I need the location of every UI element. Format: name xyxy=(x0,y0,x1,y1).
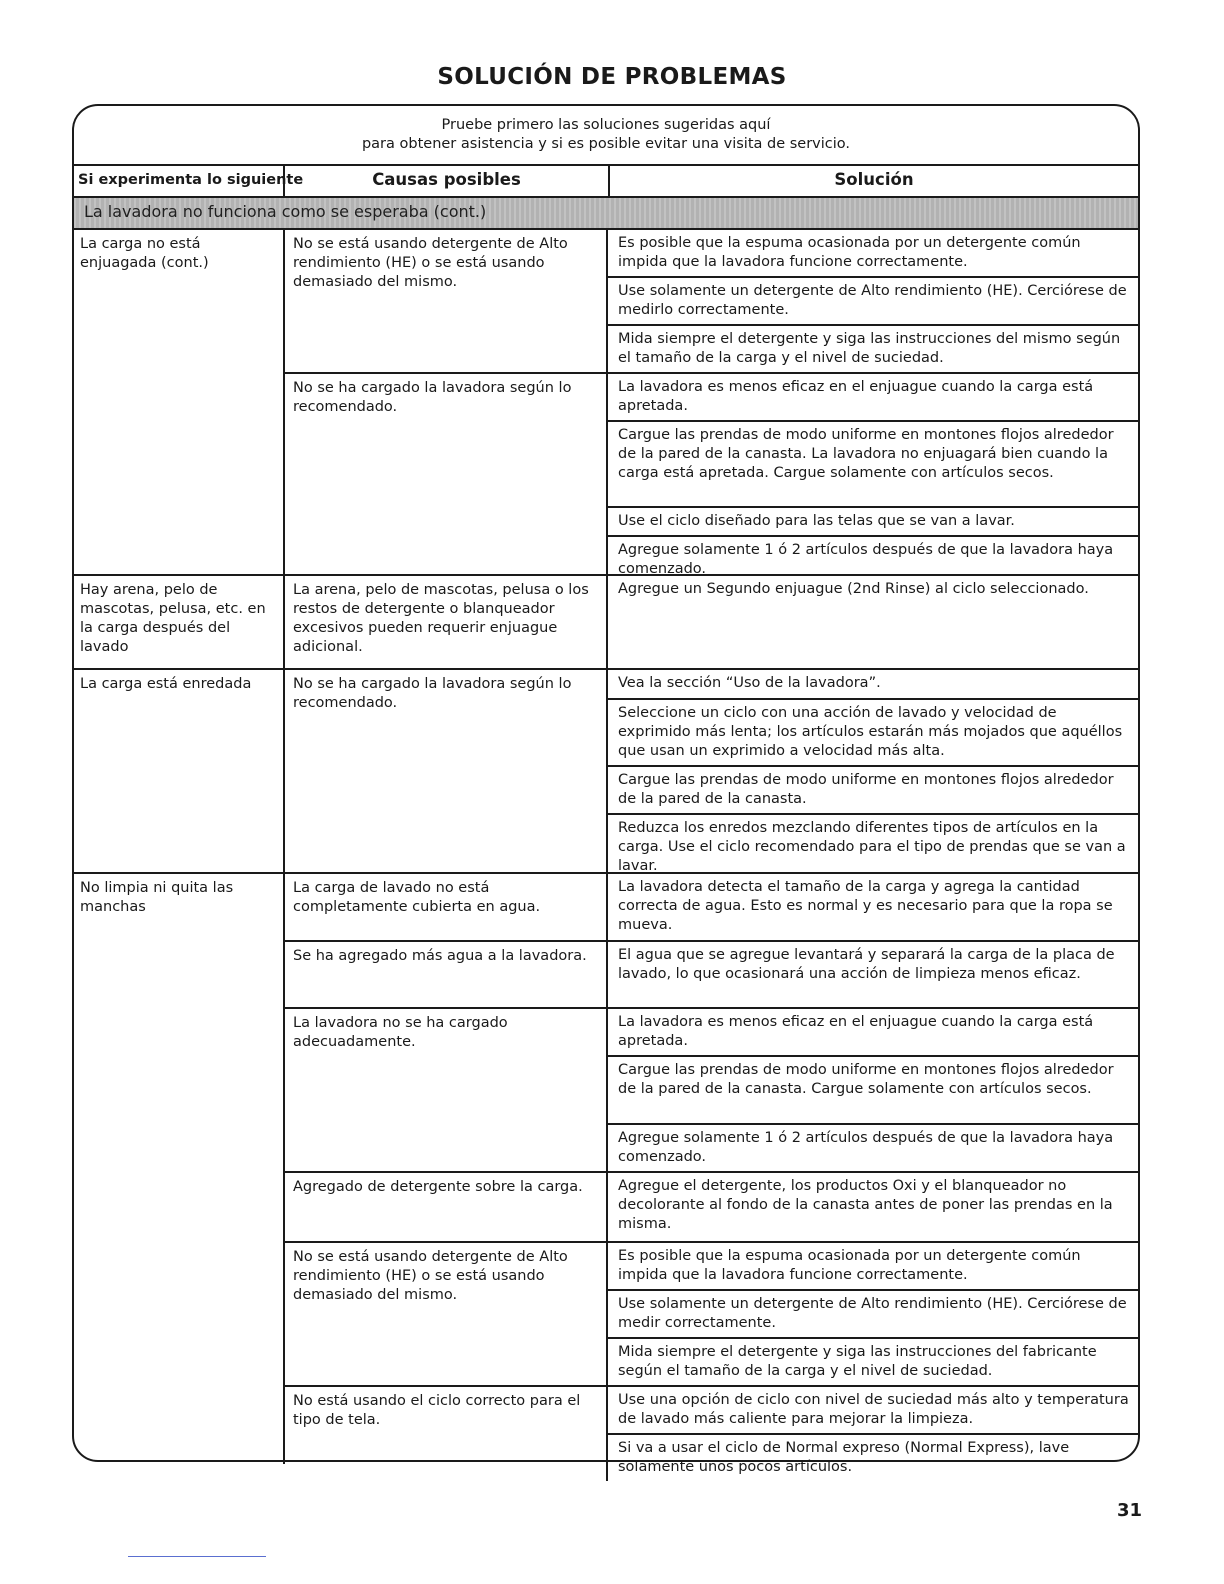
solution-cell: Cargue las prendas de modo uniforme en montones flojos alrededor de la pared de la canasta. xyxy=(608,767,1138,815)
solution-list xyxy=(608,576,1138,668)
solution-list xyxy=(608,874,1138,940)
section-band: La lavadora no funciona como se esperaba (cont.) xyxy=(74,198,1138,230)
cause-row xyxy=(285,1387,1138,1481)
solution-cell: Si va a usar el ciclo de Normal expreso (Normal Express), lave solamente unos pocos artículos. xyxy=(618,1440,1070,1475)
solution-cell: Use una opción de ciclo con nivel de suciedad más alto y temperatura de lavado más caliente para mejorar la limpieza. xyxy=(608,1387,1138,1435)
cause-cell: No se ha cargado la lavadora según lo recomendado. xyxy=(285,374,608,583)
cause-row xyxy=(285,230,1138,374)
symptom-cell: No limpia ni quita las manchas xyxy=(74,874,285,1464)
solution-cell: La lavadora detecta el tamaño de la carga y agrega la cantidad correcta de agua. Esto es normal y es necesario para que la ropa se mueva. xyxy=(618,879,1113,933)
solution-cell: Use solamente un detergente de Alto rendimiento (HE). Cerciórese de medir correctamente. xyxy=(608,1291,1138,1339)
table-row xyxy=(74,874,1138,1475)
solution-cell: Cargue las prendas de modo uniforme en montones flojos alrededor de la pared de la canasta. La lavadora no enjuagará bien cuando la carga está apretada. Cargue solamente con artículos secos. xyxy=(608,422,1138,508)
table-row xyxy=(74,670,1138,874)
header-causes: Causas posibles xyxy=(285,166,610,196)
cause-cell: No se está usando detergente de Alto rendimiento (HE) o se está usando demasiado del mismo. xyxy=(285,1243,608,1385)
table-header xyxy=(74,164,1138,198)
table-row xyxy=(74,576,1138,670)
cause-row xyxy=(285,1173,1138,1243)
cause-row xyxy=(285,670,1138,880)
solution-list xyxy=(608,1243,1138,1385)
cause-row xyxy=(285,874,1138,942)
solution-cell: Mida siempre el detergente y siga las instrucciones del fabricante según el tamaño de la carga y el nivel de suciedad. xyxy=(618,1344,1097,1379)
solution-list xyxy=(608,1009,1138,1171)
intro-text xyxy=(74,106,1138,164)
solution-cell: Mida siempre el detergente y siga las instrucciones del mismo según el tamaño de la carga y el nivel de suciedad. xyxy=(618,331,1121,366)
cause-row xyxy=(285,1009,1138,1173)
cause-row xyxy=(285,374,1138,583)
solution-list xyxy=(608,230,1138,372)
solution-cell: Agregue el detergente, los productos Oxi y el blanqueador no decolorante al fondo de la canasta antes de poner las prendas en la misma. xyxy=(618,1178,1113,1232)
symptom-cell: La carga está enredada xyxy=(74,670,285,872)
solution-list xyxy=(608,1173,1138,1241)
solution-cell: Agregue un Segundo enjuague (2nd Rinse) al ciclo seleccionado. xyxy=(618,581,1089,597)
header-solution: Solución xyxy=(834,170,914,189)
intro-line-2: para obtener asistencia y si es posible evitar una visita de servicio. xyxy=(361,136,851,152)
causes-group xyxy=(285,670,1138,872)
cause-row xyxy=(285,942,1138,1009)
solution-cell: Es posible que la espuma ocasionada por un detergente común impida que la lavadora funcione correctamente. xyxy=(608,230,1138,278)
solution-cell: Cargue las prendas de modo uniforme en montones flojos alrededor de la pared de la canasta. Cargue solamente con artículos secos. xyxy=(608,1057,1138,1125)
causes-group xyxy=(285,576,1138,668)
solution-cell: Use solamente un detergente de Alto rendimiento (HE). Cerciórese de medirlo correctamente. xyxy=(608,278,1138,326)
solution-list xyxy=(608,1387,1138,1481)
solution-cell: Use el ciclo diseñado para las telas que se van a lavar. xyxy=(608,508,1138,537)
cause-cell: No se está usando detergente de Alto rendimiento (HE) o se está usando demasiado del mismo. xyxy=(285,230,608,372)
cause-cell: La carga de lavado no está completamente cubierta en agua. xyxy=(285,874,608,940)
cause-cell: La lavadora no se ha cargado adecuadamente. xyxy=(285,1009,608,1171)
solution-cell: Vea la sección “Uso de la lavadora”. xyxy=(608,670,1138,700)
solution-cell: Es posible que la espuma ocasionada por un detergente común impida que la lavadora funcione correctamente. xyxy=(608,1243,1138,1291)
troubleshooting-table xyxy=(72,104,1140,1475)
solution-cell: El agua que se agregue levantará y separará la carga de la placa de lavado, lo que ocasionará una acción de limpieza menos eficaz. xyxy=(618,947,1115,982)
solution-cell: La lavadora es menos eficaz en el enjuague cuando la carga está apretada. xyxy=(608,1009,1138,1057)
footer-rule xyxy=(128,1556,266,1557)
solution-cell: Seleccione un ciclo con una acción de lavado y velocidad de exprimido más lenta; los artículos estarán más mojados que aquéllos que usan un exprimido a velocidad más alta. xyxy=(608,700,1138,767)
solution-list xyxy=(608,670,1138,880)
symptom-cell: Hay arena, pelo de mascotas, pelusa, etc. en la carga después del lavado xyxy=(74,576,285,668)
cause-cell: No se ha cargado la lavadora según lo recomendado. xyxy=(285,670,608,880)
causes-group xyxy=(285,874,1138,1475)
cause-cell: La arena, pelo de mascotas, pelusa o los restos de detergente o blanqueador excesivos pueden requerir enjuague adicional. xyxy=(285,576,608,668)
intro-line-1: Pruebe primero las soluciones sugeridas aquí xyxy=(441,117,771,133)
causes-group xyxy=(285,230,1138,577)
solution-list xyxy=(608,374,1138,583)
cause-cell: Se ha agregado más agua a la lavadora. xyxy=(285,942,608,1007)
cause-cell: No está usando el ciclo correcto para el tipo de tela. xyxy=(285,1387,608,1481)
header-symptom: Si experimenta lo siguiente xyxy=(74,166,285,196)
solution-list xyxy=(608,942,1138,1007)
solution-cell: Agregue solamente 1 ó 2 artículos después de que la lavadora haya comenzado. xyxy=(618,1130,1114,1165)
solution-cell: La lavadora es menos eficaz en el enjuague cuando la carga está apretada. xyxy=(608,374,1138,422)
symptom-cell: La carga no está enjuagada (cont.) xyxy=(74,230,285,574)
cause-cell: Agregado de detergente sobre la carga. xyxy=(285,1173,608,1241)
page-number: 31 xyxy=(1116,1500,1142,1521)
page-title: SOLUCIÓN DE PROBLEMAS xyxy=(437,64,787,90)
cause-row xyxy=(285,1243,1138,1387)
solution-cell: Reduzca los enredos mezclando diferentes tipos de artículos en la carga. Use el ciclo recomendado para el tipo de prendas que se van a lavar. xyxy=(618,820,1126,874)
table-row xyxy=(74,230,1138,576)
solution-cell: Agregue solamente 1 ó 2 artículos después de que la lavadora haya comenzado. xyxy=(618,542,1114,577)
cause-row xyxy=(285,576,1138,668)
